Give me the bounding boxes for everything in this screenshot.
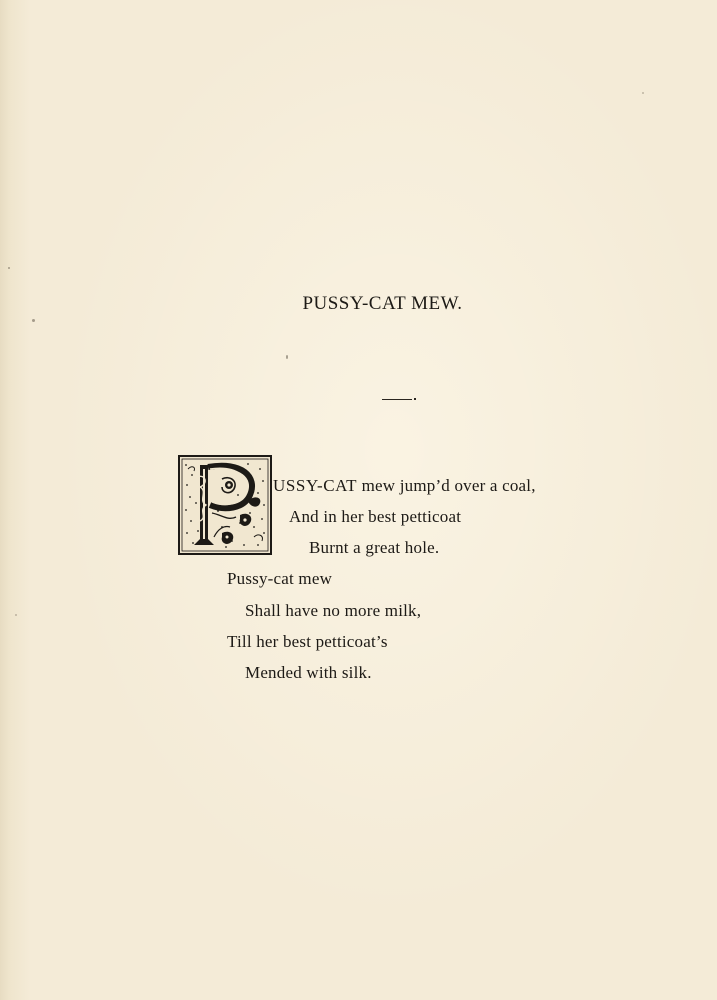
first-line-caps: USSY-CAT [273, 476, 358, 495]
decorated-initial-p [178, 455, 272, 555]
poem-line-4: Pussy-cat mew [227, 569, 333, 588]
paper-speck [286, 355, 288, 359]
poem-line-6: Till her best petticoat’s [227, 632, 388, 651]
poem-line-3: Burnt a great hole. [309, 538, 440, 557]
divider-rule [382, 399, 412, 400]
paper-speck [642, 92, 644, 94]
poem-line-1 [273, 475, 536, 497]
first-line-tail: mew jump’d over a coal, [357, 476, 536, 495]
poem-line-7: Mended with silk. [245, 663, 372, 682]
paper-speck [32, 319, 35, 322]
poem-line-2: And in her best petticoat [289, 507, 462, 526]
poem-line-5: Shall have no more milk, [245, 601, 422, 620]
divider-dot [414, 398, 416, 400]
page-title: PUSSY-CAT MEW. [302, 293, 463, 314]
paper-speck [15, 614, 17, 616]
paper-speck [8, 267, 10, 269]
